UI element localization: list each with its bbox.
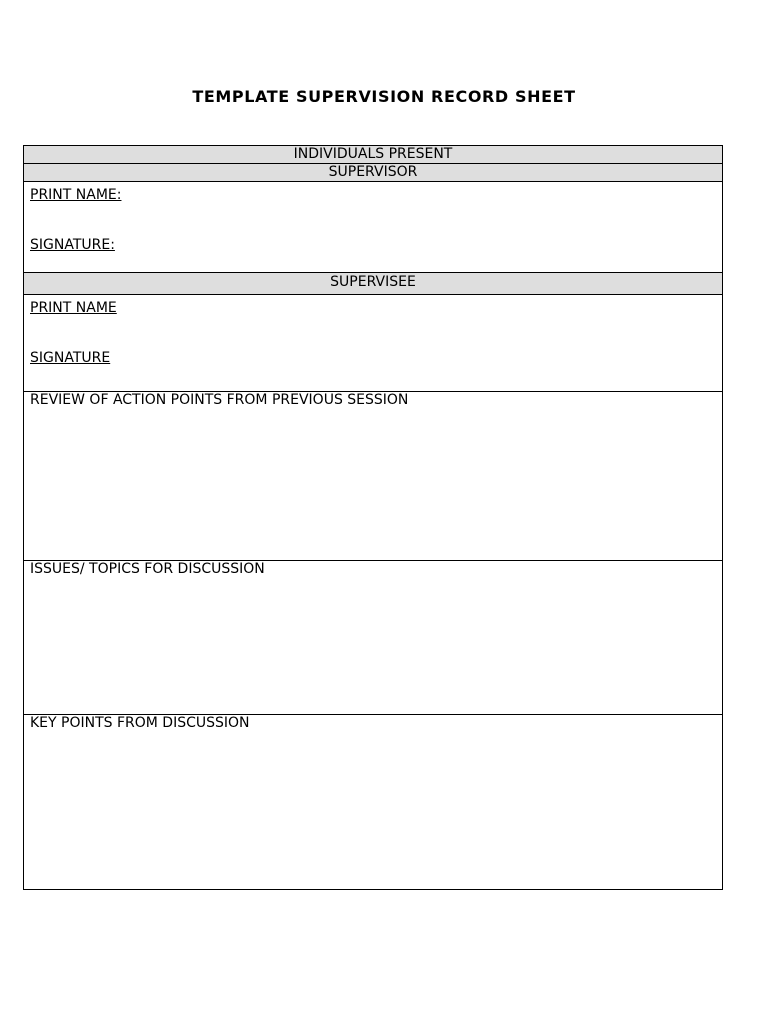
- supervisee-header: [24, 273, 722, 295]
- key-points-label: KEY POINTS FROM DISCUSSION: [30, 715, 250, 731]
- record-table: [23, 145, 723, 890]
- supervisee-label: SUPERVISEE: [330, 274, 416, 290]
- supervisor-details: [24, 182, 722, 273]
- supervisee-signature-label: SIGNATURE: [30, 350, 111, 366]
- individuals-present-header: [24, 146, 722, 164]
- supervisee-details: [24, 295, 722, 392]
- supervisor-print-name-label: PRINT NAME:: [30, 187, 122, 203]
- issues-topics-section[interactable]: [24, 561, 722, 715]
- key-points-section[interactable]: [24, 715, 722, 889]
- individuals-present-label: INDIVIDUALS PRESENT: [293, 146, 453, 162]
- supervisor-label: SUPERVISOR: [328, 164, 418, 180]
- supervisee-print-name-label: PRINT NAME: [30, 300, 117, 316]
- supervisor-signature-label: SIGNATURE:: [30, 237, 115, 253]
- review-action-points-label: REVIEW OF ACTION POINTS FROM PREVIOUS SESSION: [30, 392, 409, 408]
- supervisor-header: [24, 164, 722, 182]
- issues-topics-label: ISSUES/ TOPICS FOR DISCUSSION: [30, 561, 265, 577]
- page-title: TEMPLATE SUPERVISION RECORD SHEET: [192, 87, 576, 106]
- review-action-points-section[interactable]: [24, 392, 722, 561]
